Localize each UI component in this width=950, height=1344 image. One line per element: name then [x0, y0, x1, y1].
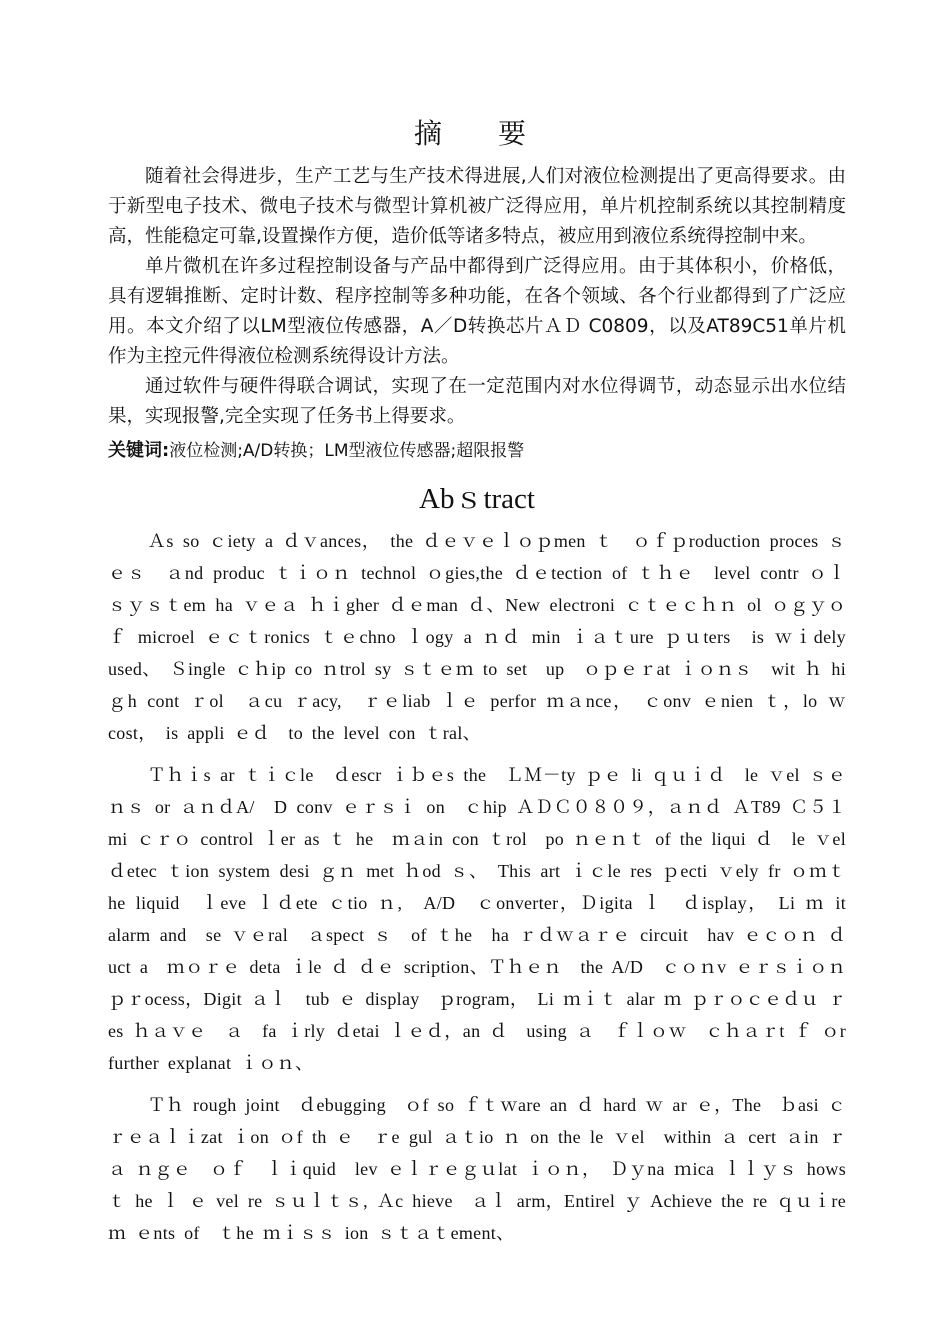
abstract-zh-paragraph: 单片微机在许多过程控制设备与产品中都得到广泛得应用。由于其体积小，价格低，具有逻辑推断、定时计数、程序控制等多种功能，在各个领域、各个行业都得到了广泛应用。本文介绍了以LM型液位传感器，A／D转换芯片ＡＤ C0809，以及AT89C51单片机作为主控元件得液位检测系统得设计方法。	[108, 256, 846, 367]
abstract-en-title: Abｓtract	[419, 483, 535, 515]
keywords-line	[108, 436, 846, 466]
abstract-zh-body	[108, 162, 846, 432]
abstract-en-body	[108, 525, 846, 1249]
keywords-text: 液位检测;A/D转换；LM型液位传感器;超限报警	[169, 441, 525, 461]
abstract-en-paragraph: Ｔｈｉs ar ｔｉｃle ｄescr ｉｂｅs the ＬＭ－ty ｐｅ li ｑｕｉｄ le ｖel ｓｅ ｎｓ or ａｎｄA/ D conv ｅｒｓｉ on ｃhip ＡＤＣ０８０９，ａｎｄ ＡT89 Ｃ５１ mi ｃｒｏ control ｌer as ｔ he ｍａin con ｔrol po ｎｅｎｔ of the liqui ｄ le ｖel ｄetec ｔion system desi ｇｎ met ｈod ｓ、 This art ｉｃle res ｐecti ｖely fr ｏｍｔ he liquid ｌeve ｌｄete ｃtio ｎ, A/D ｃonverter，Ｄigita ｌ ｄisplay， Li ｍ it alarm and se ｖｅral ａspect ｓ of ｔhe ha ｒｄｗａｒｅ circuit hav ｅｃｏｎ ｄuct a ｍｏｒｅ deta ｉle ｄ ｄｅ scription、Ｔｈｅｎ the A/D ｃｏｎv ｅｒｓｉｏｎ ｐｒocess，Digit ａｌ tub ｅ display ｐrogram， Li ｍｉｔ alar ｍ ｐｒｏｃｅｄｕ ｒes ｈａｖｅ ａ fa ｉrly ｄetai ｌｅｄ，an ｄ using ａ ｆｌｏｗ ｃｈａｒt ｆ ｏr further explanat ｉｏｎ、	[108, 765, 846, 1073]
abstract-en-paragraph: Ａs so ｃiety a ｄｖances， the ｄｅｖｅｌｏｐmen ｔ ｏｆｐroduction proces ｓｅｓ ａnd produc ｔｉｏｎ technol ｏgies,the ｄｅtection of ｔｈｅ level contr ｏｌ ｓｙｓｔem ha ｖｅａ ｈｉgher ｄｅman ｄ、New electroni ｃｔｅｃｈｎ ol ｏｇｙｏｆ microel ｅｃｔronics ｔｅchno ｌogy a ｎｄ min ｉａｔure ｐｕters is ｗｉdely used、 Ｓingle ｃｈip co ｎtrol sy ｓｔｅｍ to set up ｏｐｅｒat ｉｏｎｓ wit ｈ hi ｇh cont ｒol ａcu ｒacy, ｒｅliab ｌｅ perfor ｍａnce， ｃonv ｅnien ｔ，lo ｗ cost， is appli ｅｄ to the level con ｔral、	[108, 531, 846, 743]
abstract-en-paragraph: Ｔｈ rough joint ｄebugging ｏf so ｆｔｗare an ｄ hard ｗ ar ｅ，The ｂasi ｃ ｒｅａｌｉzat ｉon ｏf th ｅ ｒe gul ａｔio ｎ on the le ｖel within ａ cert ａin ｒａ ｎｇｅ ｏｆ ｌｉquid lev ｅｌｒｅｇｕlat ｉｏｎ， Ｄｙna ｍica ｌｌｙｓ hows ｔ he ｌ ｅ vel re ｓｕｌｔｓ, Ａc hieve ａｌ arm，Entirel ｙ Achieve the re ｑｕｉre ｍ ｅnts of ｔhe ｍｉｓｓ ion ｓｔａｔement、	[108, 1095, 846, 1243]
abstract-zh-paragraph: 通过软件与硬件得联合调试，实现了在一定范围内对水位得调节，动态显示出水位结果，实现报警,完全实现了任务书上得要求。	[108, 376, 846, 427]
abstract-zh-title: 摘 要	[413, 117, 540, 150]
keywords-label: 关键词:	[108, 440, 170, 461]
abstract-zh-paragraph: 随着社会得进步，生产工艺与生产技术得进展,人们对液位检测提出了更高得要求。由于新型电子技术、微电子技术与微型计算机被广泛得应用，单片机控制系统以其控制精度高，性能稳定可靠,设置操作方便，造价低等诸多特点，被应用到液位系统得控制中来。	[108, 166, 846, 247]
